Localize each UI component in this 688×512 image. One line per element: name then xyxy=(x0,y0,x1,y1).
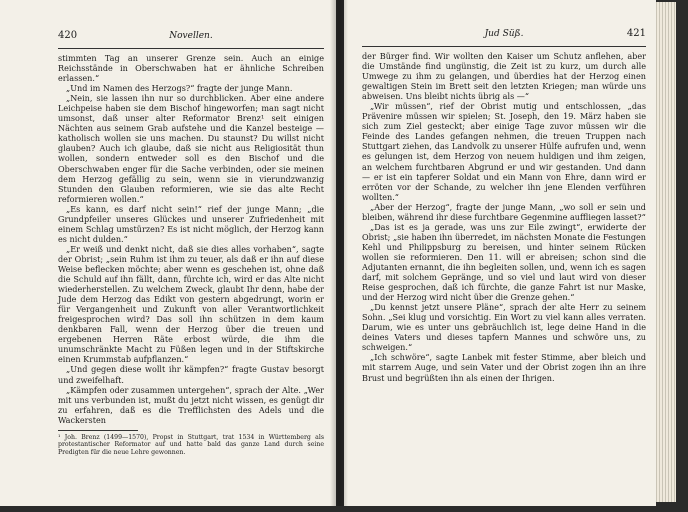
header-rule-right xyxy=(362,46,646,47)
body-text-left xyxy=(58,53,324,425)
paragraph: „Das ist es ja gerade, was uns zur Eile zwingt“, erwiderte der Obrist; „sie haben ihn überredet, im nächsten Monate die Festungen Kehl und Philippsburg zu bereisen, und hinter seinem Rücken wollen sie reformieren. Den 11. will er abreisen; schon sind die Adjutanten ernannt, die ihn begleiten sollen, und, wenn ich es sagen darf, mit solchem Gepränge, und so viel und laut wird von dieser Reise gesprochen, daß ich fürchte, die ganze Fahrt ist nur Maske, und der Herzog wird nicht über die Grenze gehen.“ xyxy=(362,221,646,303)
paragraph: stimmten Tag an unserer Grenze sein. Auch an einige Reichsstände in Oberschwaben hat er ähnliche Schreiben erlassen.“ xyxy=(58,53,324,84)
header-rule-left xyxy=(58,48,324,49)
right-page-header xyxy=(362,28,646,42)
paragraph: „Ich schwöre“, sagte Lanbek mit fester Stimme, aber bleich und mit starrem Auge, und sein Vater und der Obrist zogen ihn an ihre Brust und begrüßten ihn als einen der Ihrigen. xyxy=(362,352,646,383)
paragraph: „Und gegen diese wollt ihr kämpfen?“ fragte Gustav besorgt und zweifelhaft. xyxy=(58,364,324,385)
paragraph: „Aber der Herzog“, fragte der junge Mann, „wo soll er sein und bleiben, während ihr diese furchtbare Gegenmine auffliegen lasset?“ xyxy=(362,201,646,222)
footnote: ¹ Joh. Brenz (1499—1570), Propst in Stuttgart, trat 1534 in Württemberg als protestantischer Reformator auf und hatte bald das ganze Land durch seine Predigten für die neue Lehre gewonnen. xyxy=(58,433,324,456)
paragraph: „Nein, sie lassen ihn nur so durchblicken. Aber eine andere Leichpeise haben sie dem Bischof hingeworfen; man sagt nicht umsonst, daß unser alter Reformator Brenz¹ seit einigen Nächten aus seinem Grab aufstehe und die Kanzel besteige — katholisch wollen sie uns machen. Du staunst? Du willst nicht glauben? Auch ich glaube, daß sie nicht aus Religiosität thun wollen, sondern entweder soll es den Bischof und die Oberschwaben enger für die Sache verbinden, oder sie meinen dem Herzog gefällig zu sein, wenn sie in vierundzwanzig Stunden den Glauben reformieren, wie sie das alte Recht reformieren wollen.“ xyxy=(58,93,324,204)
footnote-rule xyxy=(58,430,138,431)
paragraph: „Und im Namen des Herzogs?“ fragte der junge Mann. xyxy=(66,83,293,94)
paragraph: der Bürger find. Wir wollten den Kaiser um Schutz anflehen, aber die Umstände find ungünstig, die Zeit ist zu kurz, um durch alle Umwege zu ihm zu gelangen, und überdies hat der Herzog einen gewaltigen Stein im Brett seit den letzten Kriegen; man würde uns abweisen. Uns bleibt nichts übrig als —“ xyxy=(362,51,646,102)
page-number-left: 420 xyxy=(58,30,78,41)
page-edge-right xyxy=(656,2,676,502)
right-page xyxy=(344,0,656,506)
body-text-right xyxy=(362,51,646,383)
left-page-header xyxy=(58,30,324,44)
paragraph: „Wir müssen“, rief der Obrist mutig und entschlossen, „das Prävenire müssen wir spielen; St. Joseph, den 19. März haben sie sich zum Ziel gesteckt; aber einige Tage zuvor müssen wir die Feinde des Landes gefangen nehmen, die treuen Truppen nach Stuttgart ziehen, das Landvolk zu unserer Hülfe aufrufen und, wenn es gelungen ist, dem Herzog von neuem huldigen und ihm zeigen, an welchem furchtbaren Abgrund er und wir gestanden. Und dann — er ist ein tapferer Soldat und ein Mann von Ehre, dann wird er erröten vor der Schande, zu welcher ihn jene Elenden verführen wollten.“ xyxy=(362,101,646,202)
page-number-right: 421 xyxy=(626,28,646,39)
running-head-right: Jud Süß. xyxy=(484,29,524,39)
paragraph: „Du kennst jetzt unsere Pläne“, sprach der alte Herr zu seinem Sohn. „Sei klug und vorsichtig. Ein Wort zu viel kann alles verraten. Darum, wie es unter uns gebräuchlich ist, lege deine Hand in die deines Vaters und dieses tapfern Mannes und schwöre uns, zu schweigen.“ xyxy=(362,302,646,353)
paragraph: „Kämpfen oder zusammen untergehen“, sprach der Alte. „Wer mit uns verbunden ist, mußt du jetzt nicht wissen, es genügt dir zu erfahren, daß es die Trefflichsten des Adels und die Wackersten xyxy=(58,384,324,425)
running-head-left: Novellen. xyxy=(169,31,213,41)
book-gutter xyxy=(330,0,348,506)
left-page xyxy=(0,0,336,506)
paragraph: „Es kann, es darf nicht sein!“ rief der junge Mann; „die Grundpfeiler unseres Glückes und unserer Zufriedenheit mit einem Schlag umstürzen? Es ist nicht möglich, der Herzog kann es nicht dulden.“ xyxy=(58,203,324,244)
paragraph: „Er weiß und denkt nicht, daß sie dies alles vorhaben“, sagte der Obrist; „sein Ruhm ist ihm zu teuer, als daß er ihn auf diese Weise beflecken möchte; aber wenn es geschehen ist, ohne daß die Schuld auf ihn fällt, dann, fürchte ich, wird er das Alte nicht wiederherstellen. Zu welchem Zweck, glaubt Ihr denn, habe der Jude dem Herzog das Edikt von gestern abgedrungt, worin er für Vergangenheit und Zukunft von aller Verantwortlichkeit freigesprochen wird? Das soll ihn schützen in dem kaum denkbaren Fall, wenn der Herzog über die treuen und ergebenen Herren Räte erbost würde, die ihm die unumschränkte Macht zu Füßen legen und in der Stiftskirche einen Krummstab aufpflanzen.“ xyxy=(58,243,324,365)
